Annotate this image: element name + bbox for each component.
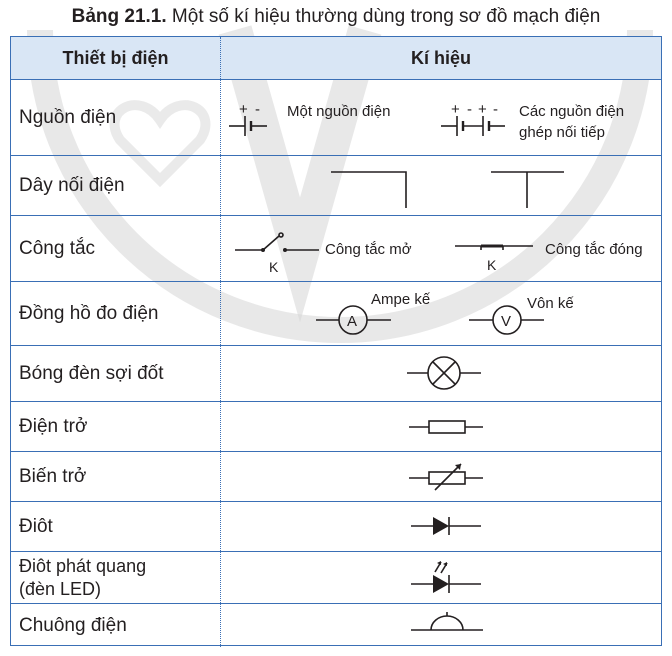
table-header-row — [11, 37, 661, 80]
device-label: Đồng hồ đo điện — [11, 282, 221, 345]
series-source-label: Các nguồn điện — [519, 103, 625, 120]
table-row-led — [11, 552, 661, 604]
device-label: Điôt phát quang (đèn LED) — [11, 552, 221, 603]
symbol-cell — [221, 452, 661, 501]
single-source-label: Một nguồn điện — [287, 103, 391, 120]
switch-symbols — [221, 216, 661, 282]
symbol-cell — [221, 216, 661, 281]
series-source-label-2: ghép nối tiếp — [519, 124, 605, 141]
table-row-rheostat — [11, 452, 661, 502]
voltmeter-label: Vôn kế — [527, 295, 574, 312]
lamp-symbol — [221, 346, 661, 402]
symbol-cell — [221, 80, 661, 155]
device-label: Chuông điện — [11, 604, 221, 647]
symbol-cell — [221, 402, 661, 451]
switch-letter: K — [269, 259, 279, 275]
table-row-bell — [11, 604, 661, 647]
symbol-cell — [221, 604, 661, 647]
table-row-power-source — [11, 80, 661, 156]
device-label: Điện trở — [11, 402, 221, 451]
table-row-switch — [11, 216, 661, 282]
device-label: Điôt — [11, 502, 221, 551]
table-row-bulb — [11, 346, 661, 402]
symbol-cell — [221, 346, 661, 401]
device-label: Bóng đèn sợi đốt — [11, 346, 221, 401]
minus-sign: - — [467, 101, 472, 118]
table-caption — [0, 4, 672, 30]
device-label: Dây nối điện — [11, 156, 221, 215]
closed-switch-label: Công tắc đóng — [545, 241, 643, 258]
caption-text: Một số kí hiệu thường dùng trong sơ đồ mạch điện — [166, 6, 601, 27]
ammeter-label: Ampe kế — [371, 291, 431, 308]
plus-sign: + — [239, 101, 248, 118]
minus-sign: - — [493, 101, 498, 118]
wire-symbols — [221, 156, 661, 216]
caption-number: Bảng 21.1. — [71, 6, 167, 27]
rheostat-symbol — [221, 452, 661, 502]
symbols-table — [10, 36, 662, 646]
device-label: Nguồn điện — [11, 80, 221, 155]
symbol-cell — [221, 552, 661, 603]
ammeter-letter: A — [347, 313, 358, 330]
table-row-meters — [11, 282, 661, 346]
bell-symbol — [221, 604, 661, 647]
led-symbol — [221, 552, 661, 604]
meter-symbols — [221, 282, 661, 346]
symbol-cell — [221, 156, 661, 215]
minus-sign: - — [255, 101, 260, 118]
open-switch-label: Công tắc mở — [325, 241, 412, 258]
symbol-cell — [221, 502, 661, 551]
device-label: Biến trở — [11, 452, 221, 501]
diode-symbol — [221, 502, 661, 552]
symbol-cell — [221, 282, 661, 345]
switch-letter: K — [487, 257, 497, 273]
device-label: Công tắc — [11, 216, 221, 281]
power-source-symbols — [221, 80, 661, 156]
voltmeter-letter: V — [501, 313, 512, 330]
plus-sign: + — [451, 101, 460, 118]
wire-corner — [331, 172, 406, 208]
header-symbol: Kí hiệu — [410, 47, 471, 68]
table-row-diode — [11, 502, 661, 552]
header-device: Thiết bị điện — [11, 37, 221, 79]
table-row-resistor — [11, 402, 661, 452]
plus-sign: + — [478, 101, 487, 118]
resistor-symbol — [221, 402, 661, 452]
table-row-wire — [11, 156, 661, 216]
